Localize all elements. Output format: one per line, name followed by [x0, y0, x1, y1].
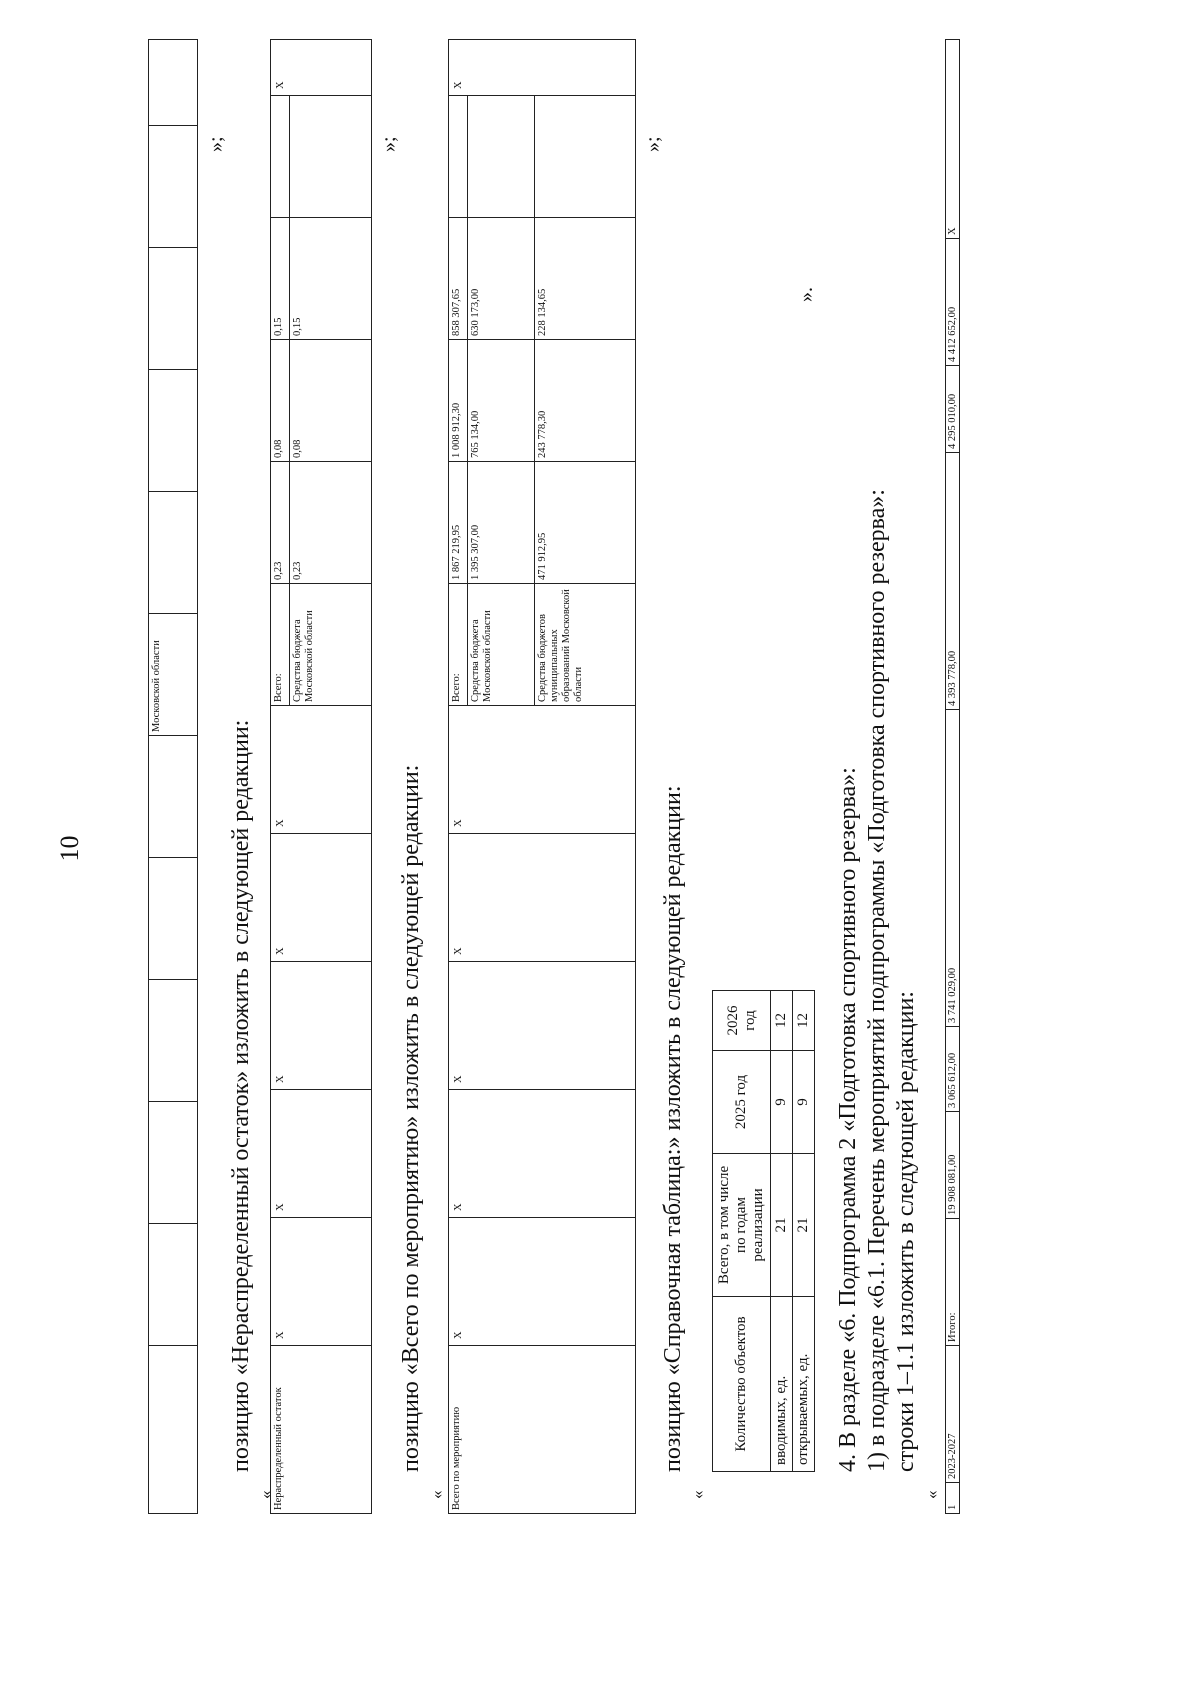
- top-region-cell: Московской области: [149, 614, 198, 736]
- cell: [149, 1102, 198, 1224]
- reference-table: [712, 990, 815, 1472]
- cell: [149, 736, 198, 858]
- fin-2023: 3 065 612,00: [946, 1027, 960, 1112]
- cross-cell: X: [271, 1090, 372, 1218]
- source-regional: Средства бюджета Московской области: [290, 584, 372, 706]
- cross-cell: X: [449, 1090, 636, 1218]
- cross-cell: X: [271, 834, 372, 962]
- total-name: Всего по мероприятию: [449, 1346, 636, 1514]
- ref-row-2025: 9: [771, 1051, 793, 1154]
- paragraph-reference: позицию «Справочная таблица:» изложить в следующей редакции:: [660, 785, 686, 1472]
- cross-cell: X: [271, 706, 372, 834]
- cross-cell: X: [449, 706, 636, 834]
- cell: [149, 492, 198, 614]
- cell: [149, 370, 198, 492]
- cell: [149, 1346, 198, 1514]
- paragraph-unallocated: позицию «Нераспределенный остаток» изложить в следующей редакции:: [228, 719, 254, 1472]
- fin-total: 19 908 081,00: [946, 1112, 960, 1219]
- closing-quote-2: »;: [378, 136, 400, 152]
- cross-cell: X: [449, 962, 636, 1090]
- page-number: 10: [55, 835, 84, 862]
- cell: [535, 96, 636, 218]
- ref-row-2026: 12: [771, 991, 793, 1051]
- opening-quote-2: «: [427, 1490, 446, 1499]
- fin-num: 1: [946, 1483, 960, 1514]
- unallocated-name: Нераспределенный остаток: [271, 1346, 372, 1514]
- fin-2027: 4 412 652,00: [946, 239, 960, 366]
- unallocated-regional-2025: 0,23: [290, 462, 372, 584]
- ref-row-total: 21: [793, 1154, 815, 1297]
- total-municipal-2026: 243 778,30: [535, 340, 636, 462]
- finance-table: [945, 39, 960, 1514]
- cross-cell: X: [271, 1218, 372, 1346]
- cross-cell: X: [946, 40, 960, 239]
- fin-period: 2023-2027: [946, 1346, 960, 1483]
- cross-cell: X: [271, 962, 372, 1090]
- unallocated-regional-2027: 0,15: [290, 218, 372, 340]
- cell: [149, 1224, 198, 1346]
- item-1: 1) в подразделе «6.1. Перечень мероприятий подпрограммы «Подготовка спортивного резерва»:: [864, 489, 890, 1472]
- closing-quote-4: ».: [795, 287, 817, 302]
- total-regional-2025: 1 395 307,00: [468, 462, 535, 584]
- unallocated-total-2025: 0,23: [271, 462, 290, 584]
- total-municipal-2025: 471 912,95: [535, 462, 636, 584]
- table-unallocated: [270, 39, 372, 1514]
- cell: [149, 126, 198, 248]
- ref-header-objects: Количество объектов: [713, 1297, 771, 1472]
- ref-row-label: открываемых, ед.: [793, 1297, 815, 1472]
- cell: [149, 40, 198, 126]
- top-table: [148, 39, 198, 1514]
- opening-quote-3: «: [688, 1490, 707, 1499]
- total-total-2025: 1 867 219,95: [449, 462, 468, 584]
- closing-quote-3: »;: [642, 136, 664, 152]
- item-1-continuation: строки 1–1.1 изложить в следующей редакции:: [893, 991, 919, 1472]
- source-municipal: Средства бюджетов муниципальных образований Московской области: [535, 584, 636, 706]
- ref-row-2025: 9: [793, 1051, 815, 1154]
- cell: [449, 96, 468, 218]
- fin-2026: 4 295 010,00: [946, 366, 960, 453]
- unallocated-total-2026: 0,08: [271, 340, 290, 462]
- total-regional-2027: 630 173,00: [468, 218, 535, 340]
- cell: [149, 248, 198, 370]
- cell: [149, 858, 198, 980]
- cross-cell: X: [449, 1218, 636, 1346]
- total-total-2027: 858 307,65: [449, 218, 468, 340]
- paragraph-total: позицию «Всего по мероприятию» изложить в следующей редакции:: [398, 764, 424, 1472]
- total-total-2026: 1 008 912,30: [449, 340, 468, 462]
- fin-2025: 4 393 778,00: [946, 453, 960, 710]
- cell: [290, 96, 372, 218]
- fin-2024: 3 741 029,00: [946, 710, 960, 1027]
- ref-header-total: Всего, в том числе по годам реализации: [713, 1154, 771, 1297]
- cross-cell: X: [449, 40, 636, 96]
- total-municipal-2027: 228 134,65: [535, 218, 636, 340]
- cross-cell: X: [271, 40, 372, 96]
- opening-quote-1: «: [256, 1490, 275, 1499]
- ref-row-label: вводимых, ед.: [771, 1297, 793, 1472]
- unallocated-total-2027: 0,15: [271, 218, 290, 340]
- opening-quote-4: «: [922, 1490, 941, 1499]
- source-total: Всего:: [449, 584, 468, 706]
- cell: [149, 980, 198, 1102]
- ref-header-2026: 2026 год: [713, 991, 771, 1051]
- closing-quote-1: »;: [205, 136, 227, 152]
- fin-label: Итого:: [946, 1219, 960, 1346]
- table-total: [448, 39, 636, 1514]
- source-total: Всего:: [271, 584, 290, 706]
- ref-header-2025: 2025 год: [713, 1051, 771, 1154]
- section-4-heading: 4. В разделе «6. Подпрограмма 2 «Подготовка спортивного резерва»:: [835, 767, 861, 1472]
- source-regional: Средства бюджета Московской области: [468, 584, 535, 706]
- total-regional-2026: 765 134,00: [468, 340, 535, 462]
- cross-cell: X: [449, 834, 636, 962]
- cell: [468, 96, 535, 218]
- ref-row-total: 21: [771, 1154, 793, 1297]
- cell: [271, 96, 290, 218]
- ref-row-2026: 12: [793, 991, 815, 1051]
- unallocated-regional-2026: 0,08: [290, 340, 372, 462]
